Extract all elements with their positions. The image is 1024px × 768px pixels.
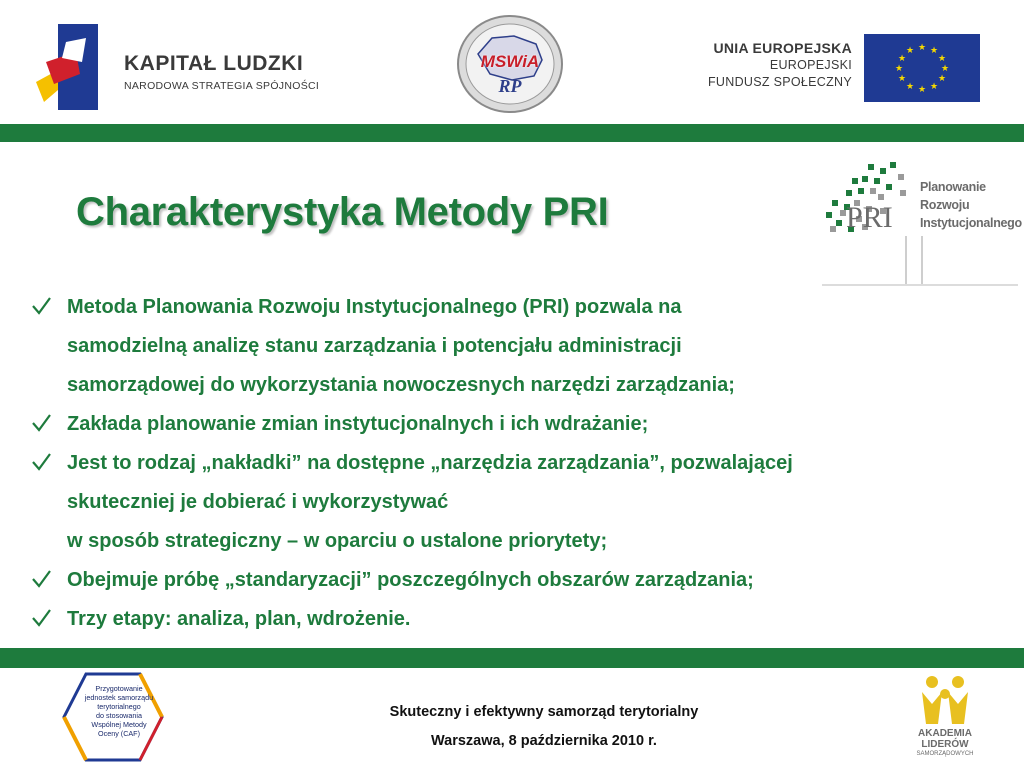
- bottom-green-bar: [0, 648, 1024, 668]
- bullet-item: [30, 600, 990, 639]
- caf-line: terytorialnego: [97, 702, 141, 711]
- al-line-2: LIDERÓW: [921, 739, 969, 750]
- mswia-rp: RP: [498, 76, 522, 96]
- eu-label: [680, 40, 852, 91]
- eu-line-2: EUROPEJSKI: [769, 58, 852, 72]
- bullet-line: samorządowej do wykorzystania nowoczesnych narzędzi zarządzania;: [67, 374, 735, 396]
- bullet-line: Metoda Planowania Rozwoju Instytucjonalnego (PRI) pozwala na: [67, 296, 682, 318]
- svg-text:★: ★: [929, 82, 939, 92]
- caf-line: do stosowania: [96, 711, 142, 720]
- footer-tagline: Skuteczny i efektywny samorząd terytorialny: [389, 704, 699, 720]
- bullet-item: [30, 405, 990, 444]
- svg-text:★: ★: [937, 74, 947, 84]
- svg-text:★: ★: [917, 43, 927, 53]
- svg-text:★: ★: [905, 82, 915, 92]
- pri-logo-short: PRI: [846, 201, 893, 234]
- svg-text:★: ★: [917, 85, 927, 95]
- top-green-bar: [0, 124, 1024, 142]
- bullet-line: Trzy etapy: analiza, plan, wdrożenie.: [67, 608, 411, 630]
- kapital-ludzki-emblem-icon: [36, 22, 106, 114]
- svg-text:★: ★: [929, 46, 939, 56]
- checkmark-icon: [30, 295, 52, 317]
- bullet-line: Zakłada planowanie zmian instytucjonalnych i ich wdrażanie;: [67, 413, 649, 435]
- mswia-logo: [456, 14, 564, 114]
- bullet-line: Jest to rodzaj „nakładki” na dostępne „narzędzia zarządzania”, pozwalającej: [67, 452, 793, 474]
- kapital-ludzki-logo: [36, 22, 366, 114]
- eu-line-3: FUNDUSZ SPOŁECZNY: [707, 75, 852, 89]
- mswia-text: MSWiA: [480, 52, 540, 71]
- svg-text:★: ★: [897, 54, 907, 64]
- al-line-3: SAMORZĄDOWYCH: [916, 751, 974, 757]
- pri-label-line: Planowanie: [920, 180, 986, 194]
- footer-date: Warszawa, 8 października 2010 r.: [431, 733, 657, 749]
- bullet-line: Obejmuje próbę „standaryzacji” poszczególnych obszarów zarządzania;: [67, 569, 754, 591]
- kapital-ludzki-title: KAPITAŁ LUDZKI: [124, 52, 304, 75]
- checkmark-icon: [30, 451, 52, 473]
- eu-line-1: UNIA EUROPEJSKA: [713, 40, 852, 56]
- svg-text:★: ★: [937, 54, 947, 64]
- eu-flag-icon: [864, 34, 980, 102]
- akademia-liderow-text: [910, 728, 980, 758]
- pri-label-line: Rozwoju: [920, 198, 970, 212]
- bullet-list: [30, 288, 990, 639]
- checkmark-icon: [30, 568, 52, 590]
- checkmark-icon: [30, 412, 52, 434]
- bullet-item: [30, 288, 990, 405]
- caf-line: Oceny (CAF): [98, 729, 140, 738]
- svg-text:★: ★: [894, 64, 904, 74]
- bullet-item: [30, 444, 990, 561]
- caf-line: jednostek samorządu: [84, 693, 154, 702]
- caf-line: Przygotowanie: [95, 684, 143, 693]
- svg-text:★: ★: [940, 64, 950, 74]
- svg-text:★: ★: [905, 46, 915, 56]
- checkmark-icon: [30, 607, 52, 629]
- svg-text:★: ★: [897, 74, 907, 84]
- bullet-item: [30, 561, 990, 600]
- caf-line: Wspólnej Metody: [91, 720, 147, 729]
- slide-title: Charakterystyka Metody PRI: [76, 190, 609, 234]
- pri-label-line: Instytucjonalnego: [920, 216, 1022, 230]
- bullet-line: samodzielną analizę stanu zarządzania i potencjału administracji: [67, 335, 682, 357]
- kapital-ludzki-subtitle: NARODOWA STRATEGIA SPÓJNOŚCI: [124, 80, 320, 92]
- bullet-line: w sposób strategiczny – w oparciu o ustalone priorytety;: [67, 530, 608, 552]
- pri-logo-label: [920, 178, 1022, 232]
- al-line-1: AKADEMIA: [918, 728, 972, 739]
- bullet-line: skuteczniej je dobierać i wykorzystywać: [67, 491, 449, 513]
